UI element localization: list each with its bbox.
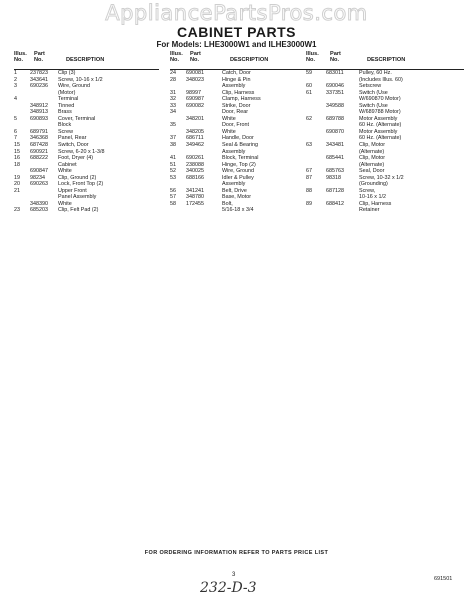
- part-number: 688412: [326, 200, 344, 207]
- part-number: 690987: [186, 96, 204, 103]
- part-number: 688166: [186, 174, 204, 181]
- part-number: 343641: [30, 76, 48, 83]
- illus-number: 60: [306, 83, 312, 90]
- part-description: Clip, Motor: [359, 155, 386, 162]
- part-number: 349462: [186, 142, 204, 149]
- part-description: Screw,: [359, 187, 376, 194]
- part-number: 690847: [30, 168, 48, 175]
- part-number: 343481: [326, 142, 344, 149]
- part-description: Clip, Ground (2): [58, 174, 97, 181]
- part-description: Screw, 6-20 x 1-3/8: [58, 148, 105, 155]
- illus-number: 5: [14, 115, 17, 122]
- illus-number: 58: [170, 200, 176, 207]
- part-description: Handle, Door: [222, 135, 254, 142]
- part-description: Seal & Bearing: [222, 142, 258, 149]
- part-number: 685763: [326, 168, 344, 175]
- illus-number: 88: [306, 187, 312, 194]
- header-part-no: No.: [190, 57, 200, 64]
- illus-number: 20: [14, 181, 20, 188]
- illus-number: 24: [170, 70, 176, 76]
- watermark: AppliancePartsPros.com: [105, 1, 368, 25]
- column-header: [170, 51, 308, 70]
- part-description: Panel, Rear: [58, 135, 87, 142]
- illus-number: 57: [170, 194, 176, 201]
- part-description: Block, Terminal: [222, 155, 259, 162]
- illus-number: 31: [170, 89, 176, 96]
- part-description: Clip, Harness: [222, 89, 255, 96]
- illus-number: 52: [170, 168, 176, 175]
- part-number: 340025: [186, 168, 204, 175]
- illus-number: 37: [170, 135, 176, 142]
- column-header: [14, 51, 159, 70]
- parts-rows: [14, 70, 159, 214]
- page-number: 3: [232, 572, 236, 578]
- part-description: Clip, Harness: [359, 200, 392, 207]
- part-description: Switch (Use: [359, 102, 388, 109]
- part-number: 689788: [326, 115, 344, 122]
- part-number: 686711: [186, 135, 204, 142]
- part-number: 346368: [30, 135, 48, 142]
- part-description: White: [222, 128, 236, 135]
- part-description: Setscrew: [359, 83, 382, 90]
- parts-column-2: [170, 51, 308, 214]
- part-number: 349588: [326, 102, 344, 109]
- illus-number: 1: [14, 70, 17, 76]
- part-number: 172455: [186, 200, 204, 207]
- part-description: Door, Rear: [222, 109, 249, 116]
- part-number: 687428: [30, 142, 48, 149]
- part-description: (Alternate): [359, 161, 385, 168]
- part-description: White: [222, 115, 236, 122]
- illus-number: 3: [14, 83, 17, 90]
- part-description: Screw, 10-16 x 1/2: [58, 76, 103, 83]
- part-description: Catch, Door: [222, 70, 251, 76]
- header-part: Part: [190, 51, 201, 57]
- part-number: 337351: [326, 89, 344, 96]
- header-no: No.: [14, 57, 24, 64]
- part-description: Clip (3): [58, 70, 76, 76]
- part-number: 690081: [186, 70, 204, 76]
- part-description: Panel Assembly: [58, 194, 97, 201]
- part-description: W/690870 Motor): [359, 96, 401, 103]
- part-description: Upper Front: [58, 187, 87, 194]
- part-description: Cover, Terminal: [58, 115, 96, 122]
- ordering-note: FOR ORDERING INFORMATION REFER TO PARTS PRICE LIST: [144, 550, 329, 556]
- part-description: Wire, Ground: [58, 83, 91, 90]
- part-description: 10-16 x 1/2: [359, 194, 386, 201]
- header-illus: Illus.: [14, 51, 27, 57]
- part-description: Hinge, Top (2): [222, 161, 256, 168]
- illus-number: 7: [14, 135, 17, 142]
- part-description: Clip, Felt Pad (2): [58, 207, 99, 214]
- part-description: 5/16-18 x 3/4: [222, 207, 254, 214]
- illus-number: 4: [14, 96, 17, 103]
- header-part-no: No.: [330, 57, 340, 64]
- part-description: Assembly: [222, 148, 246, 155]
- illus-number: 23: [14, 207, 20, 214]
- illus-number: 2: [14, 76, 17, 83]
- part-description: Screw: [58, 128, 73, 135]
- illus-number: 19: [14, 174, 20, 181]
- part-description: W/689788 Motor): [359, 109, 401, 116]
- part-description: Base, Motor: [222, 194, 252, 201]
- header-part: Part: [34, 51, 45, 57]
- part-description: Belt, Drive: [222, 187, 247, 194]
- part-description: Switch (Use: [359, 89, 388, 96]
- part-description: Strike, Door: [222, 102, 251, 109]
- part-number: 98234: [30, 174, 45, 181]
- part-number: 348913: [30, 109, 48, 116]
- header-no: No.: [306, 57, 316, 64]
- parts-rows: [170, 70, 308, 214]
- illus-number: 34: [170, 109, 176, 116]
- part-number: 690082: [186, 102, 204, 109]
- illus-number: 56: [170, 187, 176, 194]
- part-description: Assembly: [222, 181, 246, 188]
- header-part-no: No.: [34, 57, 44, 64]
- part-number: 690870: [326, 128, 344, 135]
- part-number: 685203: [30, 207, 48, 214]
- part-number: 98997: [186, 89, 201, 96]
- illus-number: 67: [306, 168, 312, 175]
- parts-rows: [306, 70, 464, 214]
- part-number: 690921: [30, 148, 48, 155]
- part-description: Clamp, Harness: [222, 96, 261, 103]
- part-description: Screw, 10-32 x 1/2: [359, 174, 404, 181]
- parts-column-3: [306, 51, 464, 214]
- table-row: [306, 207, 464, 214]
- handwritten-note: 232-D-3: [200, 580, 257, 596]
- part-description: 60 Hz. (Alternate): [359, 122, 402, 129]
- header-description: DESCRIPTION: [230, 57, 269, 64]
- illus-number: 15: [14, 142, 20, 149]
- header-part: Part: [330, 51, 341, 57]
- part-description: Wire, Ground: [222, 168, 255, 175]
- illus-number: 89: [306, 200, 312, 207]
- illus-number: 87: [306, 174, 312, 181]
- part-description: Switch, Door: [58, 142, 89, 149]
- part-description: Motor Assembly: [359, 128, 398, 135]
- illus-number: 18: [14, 161, 20, 168]
- part-number: 348205: [186, 128, 204, 135]
- part-description: Bolt,: [222, 200, 233, 207]
- part-number: 688222: [30, 155, 48, 162]
- part-description: Door, Front: [222, 122, 249, 129]
- part-number: 348780: [186, 194, 204, 201]
- part-description: 60 Hz. (Alternate): [359, 135, 402, 142]
- page-subtitle: For Models: LHE3000W1 and ILHE3000W1: [156, 40, 317, 49]
- part-description: White: [58, 200, 72, 207]
- part-number: 348023: [186, 76, 204, 83]
- parts-table: [0, 51, 473, 241]
- part-description: (Alternate): [359, 148, 385, 155]
- parts-column-1: [14, 51, 159, 214]
- part-description: Lock, Front Top (2): [58, 181, 104, 188]
- part-number: 690893: [30, 115, 48, 122]
- illus-number: 32: [170, 96, 176, 103]
- illus-number: 15: [14, 148, 20, 155]
- part-description: Block: [58, 122, 72, 129]
- part-number: 690263: [30, 181, 48, 188]
- part-number: 689791: [30, 128, 48, 135]
- illus-number: 35: [170, 122, 176, 129]
- table-row: [170, 207, 308, 214]
- illus-number: 62: [306, 115, 312, 122]
- illus-number: 28: [170, 76, 176, 83]
- header-no: No.: [170, 57, 180, 64]
- part-number: 348912: [30, 102, 48, 109]
- illus-number: 41: [170, 155, 176, 162]
- part-number: 687128: [326, 187, 344, 194]
- illus-number: 61: [306, 89, 312, 96]
- document-number: 691501: [434, 576, 453, 582]
- part-description: (Grounding): [359, 181, 388, 188]
- part-description: White: [58, 168, 72, 175]
- part-description: Motor Assembly: [359, 115, 398, 122]
- part-description: (Motor): [58, 89, 76, 96]
- column-header: [306, 51, 464, 70]
- part-number: 348390: [30, 200, 48, 207]
- header-description: DESCRIPTION: [367, 57, 406, 64]
- part-description: Brass: [58, 109, 72, 116]
- page-title: CABINET PARTS: [176, 24, 297, 40]
- part-description: Pulley, 60 Hz.: [359, 70, 392, 76]
- part-description: Tinned: [58, 102, 75, 109]
- illus-number: 51: [170, 161, 176, 168]
- part-number: 690236: [30, 83, 48, 90]
- part-description: Hinge & Pin: [222, 76, 251, 83]
- part-description: Foot, Dryer (4): [58, 155, 94, 162]
- part-number: 238088: [186, 161, 204, 168]
- illus-number: 38: [170, 142, 176, 149]
- part-number: 690261: [186, 155, 204, 162]
- part-description: Clip, Motor: [359, 142, 386, 149]
- part-number: 98318: [326, 174, 341, 181]
- part-number: 348201: [186, 115, 204, 122]
- part-description: (Includes Illus. 60): [359, 76, 403, 83]
- part-description: Cabinet: [58, 161, 77, 168]
- illus-number: 59: [306, 70, 312, 76]
- part-number: 685441: [326, 155, 344, 162]
- part-number: 237823: [30, 70, 48, 76]
- header-description: DESCRIPTION: [66, 57, 105, 64]
- part-description: Seal, Door: [359, 168, 385, 175]
- part-number: 341241: [186, 187, 204, 194]
- table-row: [14, 207, 159, 214]
- header-illus: Illus.: [170, 51, 183, 57]
- illus-number: 53: [170, 174, 176, 181]
- part-description: Retainer: [359, 207, 380, 214]
- part-description: Terminal: [58, 96, 79, 103]
- part-number: 683011: [326, 70, 344, 76]
- illus-number: 16: [14, 155, 20, 162]
- illus-number: 63: [306, 142, 312, 149]
- part-number: 690046: [326, 83, 344, 90]
- illus-number: 33: [170, 102, 176, 109]
- header-illus: Illus.: [306, 51, 319, 57]
- part-description: Idler & Pulley: [222, 174, 254, 181]
- illus-number: 6: [14, 128, 17, 135]
- illus-number: 21: [14, 187, 20, 194]
- part-description: Assembly: [222, 83, 246, 90]
